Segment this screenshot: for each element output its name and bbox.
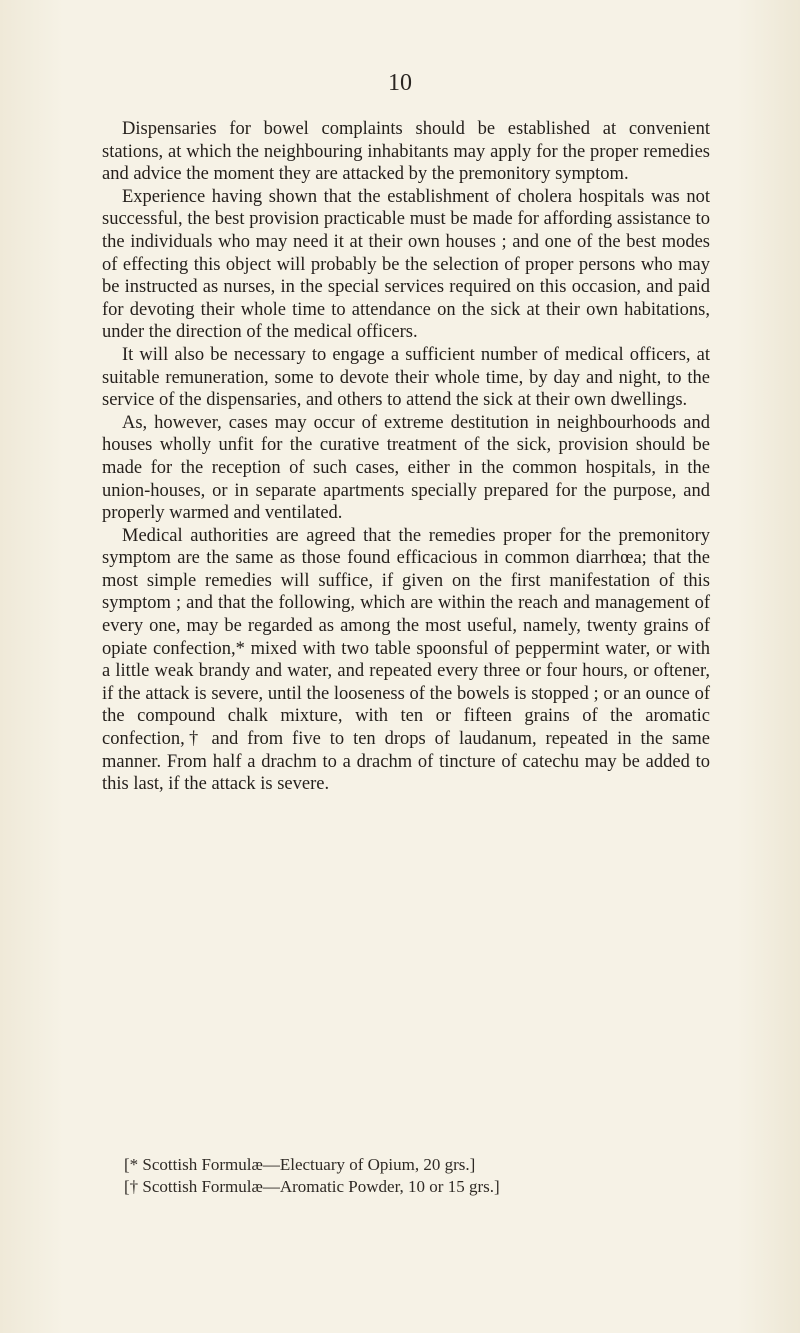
paragraph: Dispensaries for bowel complaints should be established at convenient stations, at which the neighbouring inhabitants may apply for the proper remedies and advice the moment they are attacked by the premonitory symptom. — [102, 119, 710, 185]
footnote: [* Scottish Formulæ—Electuary of Opium, 20 grs.] — [124, 1155, 476, 1174]
body-text — [102, 118, 710, 796]
paragraph: It will also be necessary to engage a sufficient number of medical officers, at suitable remuneration, some to devote their whole time, by day and night, to the service of the dispensaries, and others to attend the sick at their own dwellings. — [102, 344, 710, 411]
page-number: 10 — [388, 70, 412, 96]
paragraph: Medical authorities are agreed that the remedies proper for the premonitory symptom are the same as those found efficacious in common diarrhœa; that the most simple remedies will suffice, if given on the first manifestation of this symptom ; and that the following, which are within the reach and management of every one, may be regarded as among the most useful, namely, twenty grains of opiate confection,* mixed with two table spoonsful of peppermint water, or with a little weak brandy and water, and repeated every three or four hours, or oftener, if the attack is severe, until the looseness of the bowels is stopped ; or an ounce of the compound chalk mixture, with ten or fifteen grains of the aromatic confection,† and from five to ten drops of laudanum, repeated in the same manner. From half a drachm to a drachm of tincture of catechu may be added to this last, if the attack is severe. — [102, 525, 710, 795]
footnotes — [102, 1154, 710, 1198]
paragraph: Experience having shown that the establishment of cholera hospitals was not successful, the best provision practicable must be made for affording assistance to the individuals who may need it at their own houses ; and one of the best modes of effecting this object will probably be the selection of proper persons who may be instructed as nurses, in the special services required on this occasion, and paid for devoting their whole time to attendance on the sick at their own habitations, under the direction of the medical officers. — [102, 186, 710, 343]
footnote: [† Scottish Formulæ—Aromatic Powder, 10 or 15 grs.] — [124, 1177, 500, 1196]
paragraph: As, however, cases may occur of extreme destitution in neighbourhoods and houses wholly unfit for the curative treatment of the sick, provision should be made for the reception of such cases, either in the common hospitals, in the union-houses, or in separate apartments specially prepared for the purpose, and properly warmed and ventilated. — [102, 412, 710, 524]
